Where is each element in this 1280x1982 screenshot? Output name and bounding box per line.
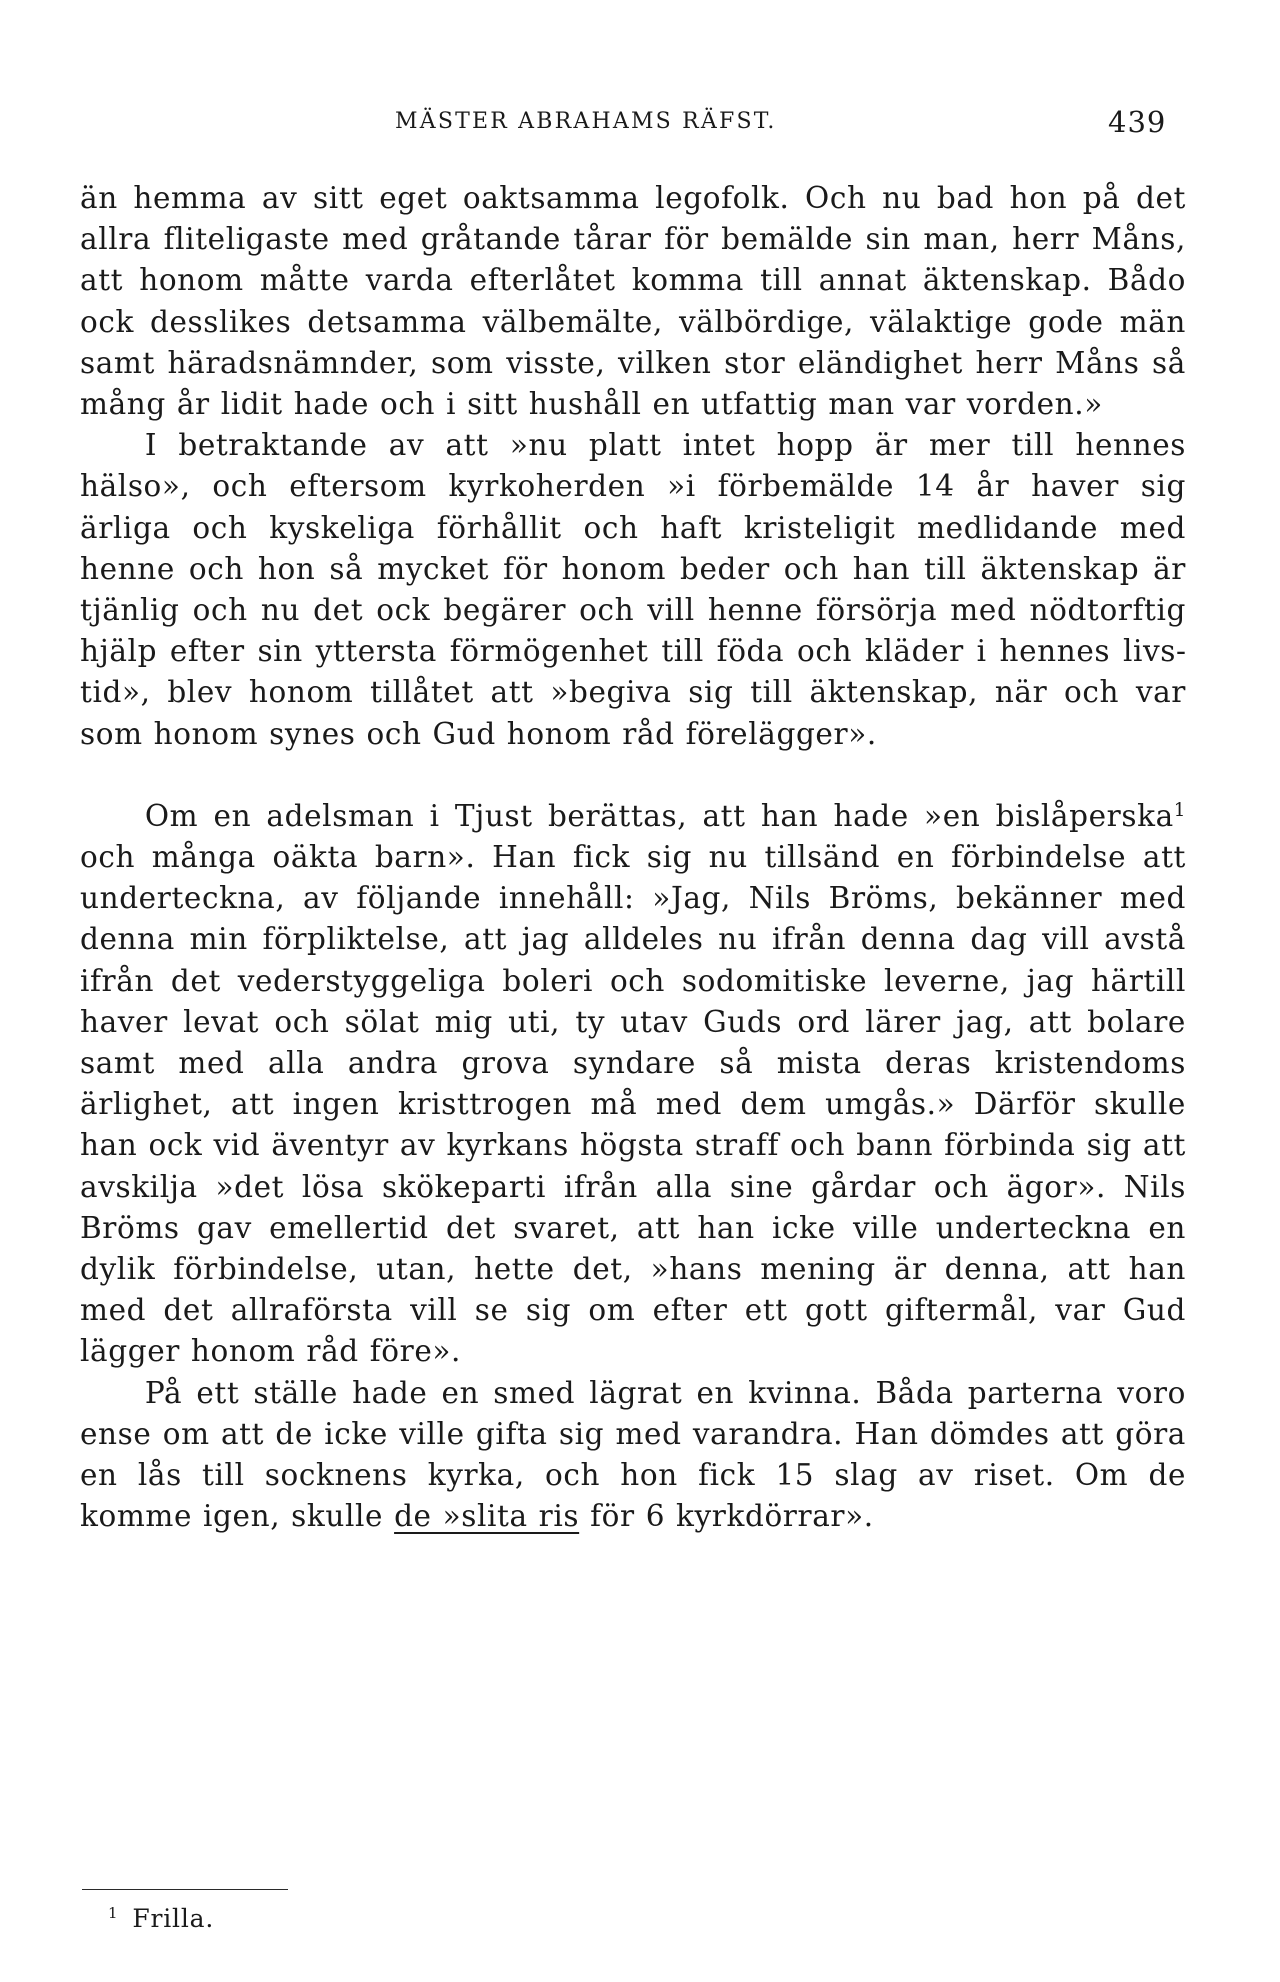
paragraph-4-text-main: På ett ställe hade en smed lägrat en kvinna. Båda parterna voro ense om att de icke ville gifta sig med varandra. Han dömdes att göra en lås till socknens kyrka, och hon fick 15 slag av riset. Om de komme igen, skulle <box>80 1375 1186 1534</box>
page-number: 439 <box>1108 105 1167 139</box>
paragraph-4-text-end: för 6 kyrkdörrar». <box>579 1499 874 1534</box>
running-title: MÄSTER ABRAHAMS RÄFST. <box>395 109 777 134</box>
paragraph-1: än hemma av sitt eget oaktsamma legofolk. Och nu bad hon på det allra fliteligaste med gråtande tårar för bemälde sin man, herr Måns, att honom måtte varda efterlåtet komma till annat äktenskap. Bådo ock desslikes detsamma välbemälte, välbördige, välaktige gode män samt häradsnämnder, som visste, vilken stor eländighet herr Måns så mång år lidit hade och i sitt hushåll en utfattig man var vorden.» <box>80 181 1186 422</box>
paragraph-3-text-start: Om en adelsman i Tjust berättas, att han hade »en bislåperska <box>144 798 1174 833</box>
footnote <box>108 1896 214 1936</box>
footnote-number: 1 <box>108 1904 119 1922</box>
running-head <box>0 105 1280 145</box>
paragraph-3 <box>80 796 1186 1373</box>
paragraph-4-underlined-phrase: de »slita ris <box>394 1499 580 1534</box>
paragraph-3-text-rest: och många oäkta barn». Han fick sig nu tillsänd en förbindelse att underteckna, av följande innehåll: »Jag, Nils Bröms, bekänner med denna min förpliktelse, att jag alldeles nu ifrån denna dag vill avstå ifrån det vederstyggeliga boleri och sodomitiske leverne, jag härtill haver levat och sölat mig uti, ty utav Guds ord lärer jag, att bolare samt med alla andra grova syndare så mista deras kristendoms ärlighet, att ingen kristtrogen må med dem umgås.» Därför skulle han ock vid äventyr av kyrkans högsta straff och bann förbinda sig att avskilja »det lösa skökeparti ifrån alla sine gårdar och ägor». Nils Bröms gav emellertid det svaret, att han icke ville underteckna en dylik förbindelse, utan, hette det, »hans mening är denna, att han med det allraförsta vill se sig om efter ett gott giftermål, var Gud lägger honom råd före». <box>80 840 1186 1369</box>
body-text <box>80 178 1186 1538</box>
paragraph-2: I betraktande av att »nu platt intet hopp är mer till hennes hälso», och eftersom kyrkoherden »i förbemälde 14 år haver sig ärliga och kyskeliga förhållit och haft kristeligit medlidande med henne och hon så mycket för honom beder och han till äktenskap är tjänlig och nu det ock begärer och vill henne försörja med nödtorftig hjälp efter sin yttersta förmögenhet till föda och kläder i hennes livstid», blev honom tillåtet att »begiva sig till äktenskap, när och var som honom synes och Gud honom råd förelägger». <box>80 428 1186 751</box>
footnote-text: Frilla. <box>132 1904 215 1933</box>
paragraph-4 <box>80 1373 1186 1538</box>
footnote-rule <box>82 1889 288 1890</box>
footnote-reference-mark: 1 <box>1173 799 1186 821</box>
